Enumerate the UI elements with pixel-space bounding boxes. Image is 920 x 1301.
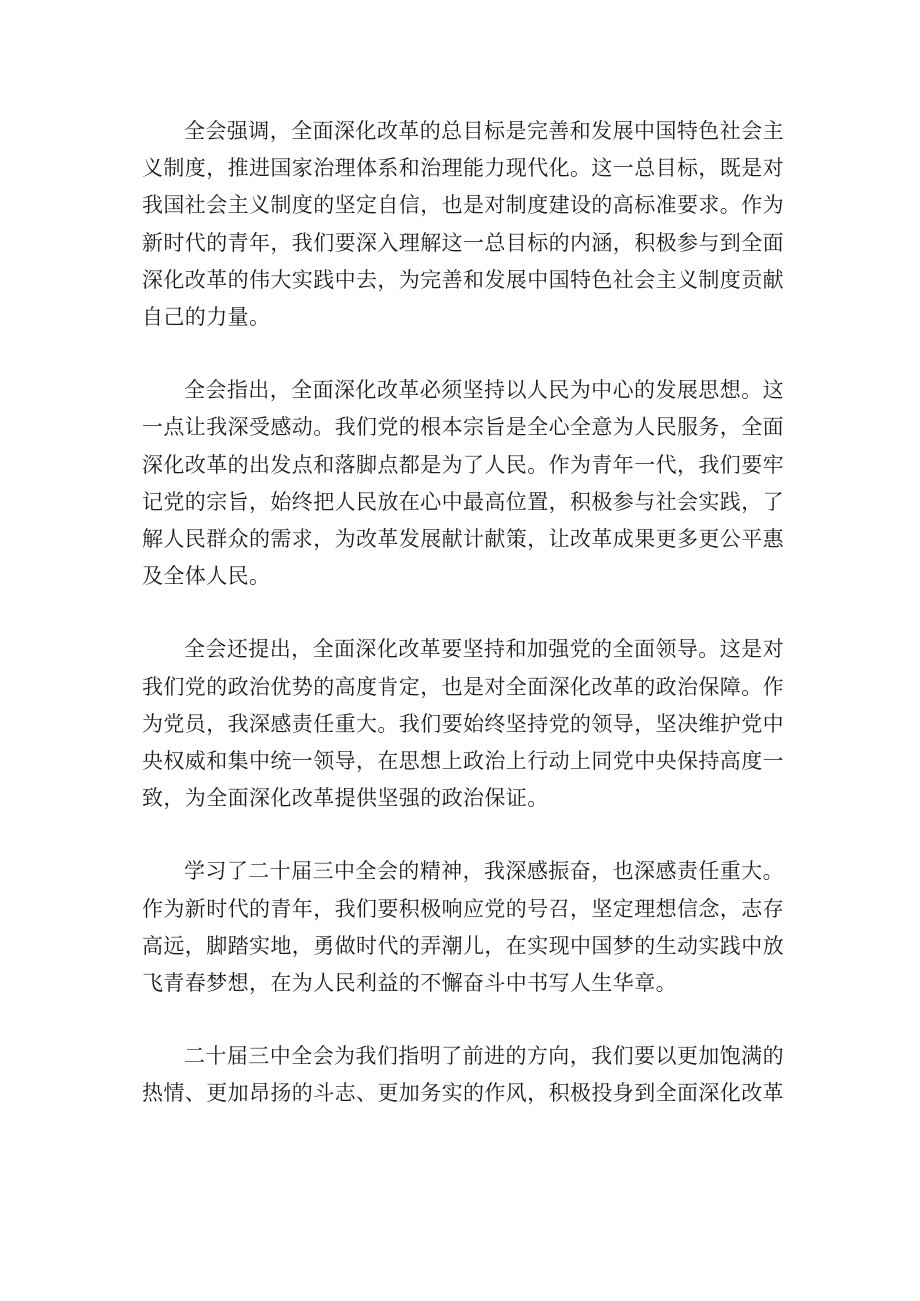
paragraph-1: 全会强调，全面深化改革的总目标是完善和发展中国特色社会主义制度，推进国家治理体系和治理能力现代化。这一总目标，既是对我国社会主义制度的坚定自信，也是对制度建设的高标准要求。作为新时代的青年，我们要深入理解这一总目标的内涵，积极参与到全面深化改革的伟大实践中去，为完善和发展中国特色社会主义制度贡献自己的力量。 [142,119,784,330]
paragraph-2: 全会指出，全面深化改革必须坚持以人民为中心的发展思想。这一点让我深受感动。我们党的根本宗旨是全心全意为人民服务，全面深化改革的出发点和落脚点都是为了人民。作为青年一代，我们要牢记党的宗旨，始终把人民放在心中最高位置，积极参与社会实践，了解人民群众的需求，为改革发展献计献策，让改革成果更多更公平惠及全体人民。 [142,378,784,589]
paragraph-5: 二十届三中全会为我们指明了前进的方向，我们要以更加饱满的热情、更加昂扬的斗志、更加务实的作风，积极投身到全面深化改革 [142,1044,784,1106]
paragraph-3: 全会还提出，全面深化改革要坚持和加强党的全面领导。这是对我们党的政治优势的高度肯定，也是对全面深化改革的政治保障。作为党员，我深感责任重大。我们要始终坚持党的领导，坚决维护党中央权威和集中统一领导，在思想上政治上行动上同党中央保持高度一致，为全面深化改革提供坚强的政治保证。 [142,637,784,811]
document-body [142,113,784,1113]
paragraph-4: 学习了二十届三中全会的精神，我深感振奋，也深感责任重大。作为新时代的青年，我们要积极响应党的号召，坚定理想信念，志存高远，脚踏实地，勇做时代的弄潮儿，在实现中国梦的生动实践中放飞青春梦想，在为人民利益的不懈奋斗中书写人生华章。 [142,859,784,996]
